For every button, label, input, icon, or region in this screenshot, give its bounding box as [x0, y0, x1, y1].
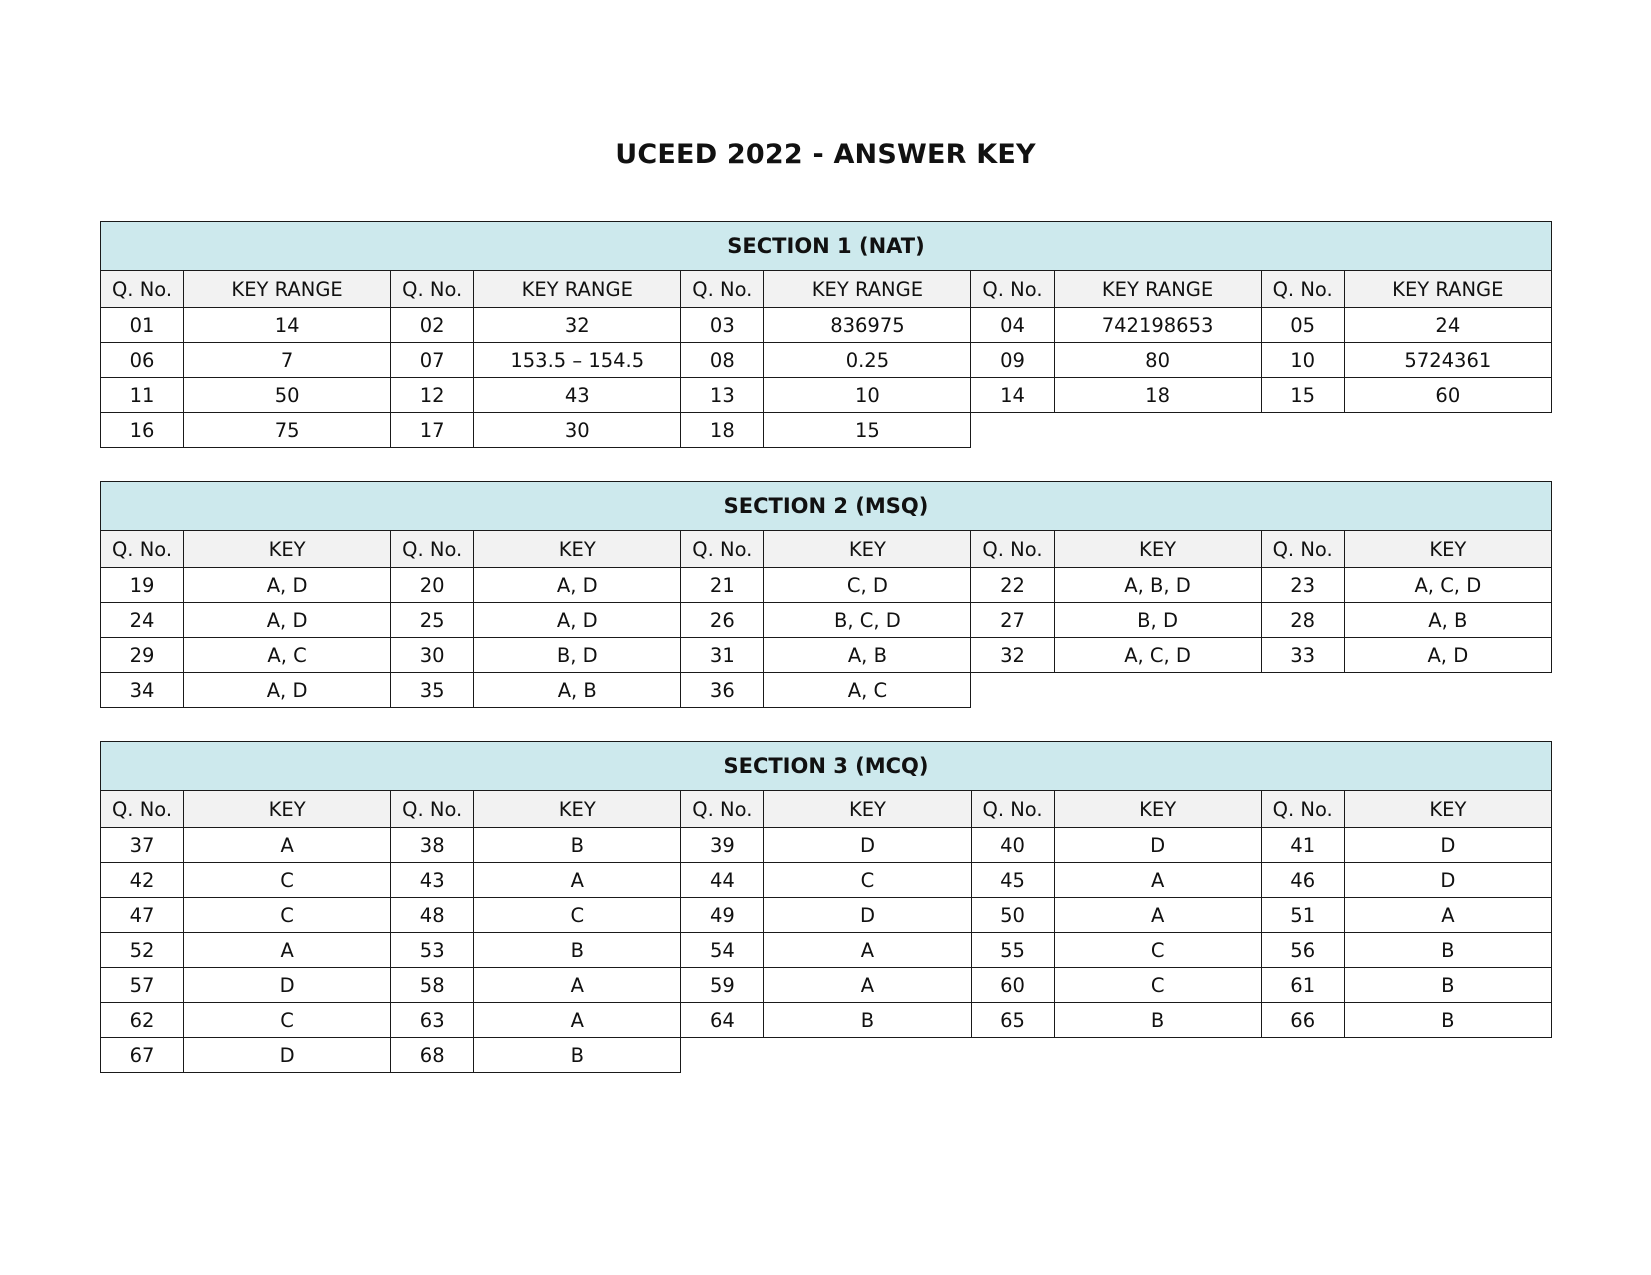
- answer-key-cell: A, B, D: [1054, 568, 1261, 603]
- answer-key-cell: D: [184, 968, 391, 1003]
- section-heading: SECTION 2 (MSQ): [101, 482, 1552, 531]
- question-number-cell: 54: [681, 933, 764, 968]
- question-number-cell: 06: [101, 343, 184, 378]
- question-number-cell: 62: [101, 1003, 184, 1038]
- table-row: [101, 863, 1552, 898]
- answer-key-cell: D: [1344, 863, 1551, 898]
- answer-key-cell: A: [474, 863, 681, 898]
- answer-key-cell: B: [1344, 933, 1551, 968]
- key-header: KEY RANGE: [1344, 271, 1551, 308]
- answer-key-cell: B: [474, 933, 681, 968]
- question-number-cell: 34: [101, 673, 184, 708]
- key-header: KEY: [474, 531, 681, 568]
- question-number-cell: 25: [391, 603, 474, 638]
- question-number-cell: 07: [391, 343, 474, 378]
- question-number-cell: 58: [391, 968, 474, 1003]
- question-number-cell: 50: [971, 898, 1054, 933]
- answer-key-cell: C: [184, 1003, 391, 1038]
- table-row: [101, 933, 1552, 968]
- answer-key-cell: A, B: [764, 638, 971, 673]
- question-number-cell: 64: [681, 1003, 764, 1038]
- q-no-header: Q. No.: [1261, 531, 1344, 568]
- answer-key-cell: D: [764, 898, 971, 933]
- answer-key-cell: 15: [764, 413, 971, 448]
- answer-key-cell: 60: [1344, 378, 1551, 413]
- question-number-cell: 16: [101, 413, 184, 448]
- page-title: UCEED 2022 - ANSWER KEY: [615, 139, 1036, 170]
- question-number-cell: 36: [681, 673, 764, 708]
- key-header: KEY: [184, 531, 391, 568]
- section-heading: SECTION 3 (MCQ): [101, 742, 1552, 791]
- table-row: [101, 1038, 1552, 1073]
- question-number-cell: 05: [1261, 308, 1344, 343]
- question-number-cell: 66: [1261, 1003, 1344, 1038]
- answer-key-cell: A, B: [1344, 603, 1551, 638]
- q-no-header: Q. No.: [1261, 791, 1344, 828]
- answer-key-cell: 0.25: [764, 343, 971, 378]
- question-number-cell: 68: [391, 1038, 474, 1073]
- table-row: [101, 378, 1552, 413]
- answer-key-cell: A: [1344, 898, 1551, 933]
- question-number-cell: 47: [101, 898, 184, 933]
- answer-key-cell: 80: [1054, 343, 1261, 378]
- question-number-cell: 49: [681, 898, 764, 933]
- section-2-msq: [100, 481, 1552, 708]
- question-number-cell: 17: [391, 413, 474, 448]
- question-number-cell: 10: [1261, 343, 1344, 378]
- question-number-cell: 08: [681, 343, 764, 378]
- question-number-cell: 11: [101, 378, 184, 413]
- question-number-cell: 52: [101, 933, 184, 968]
- empty-cell: [971, 413, 1552, 448]
- question-number-cell: 27: [971, 603, 1054, 638]
- question-number-cell: 24: [101, 603, 184, 638]
- question-number-cell: 44: [681, 863, 764, 898]
- q-no-header: Q. No.: [101, 791, 184, 828]
- question-number-cell: 21: [681, 568, 764, 603]
- q-no-header: Q. No.: [101, 531, 184, 568]
- answer-key-cell: 43: [474, 378, 681, 413]
- answer-key-cell: B, C, D: [764, 603, 971, 638]
- question-number-cell: 48: [391, 898, 474, 933]
- q-no-header: Q. No.: [391, 791, 474, 828]
- question-number-cell: 55: [971, 933, 1054, 968]
- question-number-cell: 28: [1261, 603, 1344, 638]
- question-number-cell: 56: [1261, 933, 1344, 968]
- question-number-cell: 39: [681, 828, 764, 863]
- key-header: KEY RANGE: [184, 271, 391, 308]
- answer-key-cell: 5724361: [1344, 343, 1551, 378]
- answer-key-cell: D: [1344, 828, 1551, 863]
- question-number-cell: 12: [391, 378, 474, 413]
- table-row: [101, 603, 1552, 638]
- answer-key-cell: D: [1054, 828, 1261, 863]
- key-header: KEY RANGE: [1054, 271, 1261, 308]
- answer-key-cell: A, C, D: [1344, 568, 1551, 603]
- question-number-cell: 43: [391, 863, 474, 898]
- column-header-row: [101, 271, 1552, 308]
- key-header: KEY: [474, 791, 681, 828]
- answer-key-cell: C: [184, 898, 391, 933]
- question-number-cell: 45: [971, 863, 1054, 898]
- table-row: [101, 638, 1552, 673]
- question-number-cell: 61: [1261, 968, 1344, 1003]
- question-number-cell: 57: [101, 968, 184, 1003]
- question-number-cell: 67: [101, 1038, 184, 1073]
- key-header: KEY: [1054, 791, 1261, 828]
- answer-key-cell: B: [764, 1003, 971, 1038]
- question-number-cell: 02: [391, 308, 474, 343]
- answer-key-cell: C: [1054, 933, 1261, 968]
- empty-cell: [681, 1038, 1552, 1073]
- answer-key-cell: B: [1344, 968, 1551, 1003]
- answer-key-cell: D: [764, 828, 971, 863]
- key-header: KEY: [764, 791, 971, 828]
- question-number-cell: 23: [1261, 568, 1344, 603]
- answer-key-cell: A, C, D: [1054, 638, 1261, 673]
- question-number-cell: 41: [1261, 828, 1344, 863]
- answer-key-cell: A, D: [184, 603, 391, 638]
- key-header: KEY RANGE: [474, 271, 681, 308]
- answer-key-table: [100, 221, 1552, 448]
- answer-key-cell: A, D: [184, 673, 391, 708]
- table-row: [101, 898, 1552, 933]
- question-number-cell: 35: [391, 673, 474, 708]
- question-number-cell: 40: [971, 828, 1054, 863]
- answer-key-table: [100, 741, 1552, 1073]
- question-number-cell: 09: [971, 343, 1054, 378]
- question-number-cell: 63: [391, 1003, 474, 1038]
- answer-key-cell: A: [764, 968, 971, 1003]
- empty-cell: [971, 673, 1552, 708]
- answer-key-cell: A, D: [184, 568, 391, 603]
- answer-key-cell: A, D: [474, 603, 681, 638]
- key-header: KEY: [1344, 791, 1551, 828]
- question-number-cell: 60: [971, 968, 1054, 1003]
- answer-key-cell: 7: [184, 343, 391, 378]
- question-number-cell: 32: [971, 638, 1054, 673]
- answer-key-cell: B: [1054, 1003, 1261, 1038]
- question-number-cell: 26: [681, 603, 764, 638]
- answer-key-table: [100, 481, 1552, 708]
- answer-key-cell: D: [184, 1038, 391, 1073]
- question-number-cell: 51: [1261, 898, 1344, 933]
- answer-key-cell: A, D: [1344, 638, 1551, 673]
- answer-key-cell: A, C: [184, 638, 391, 673]
- table-row: [101, 568, 1552, 603]
- question-number-cell: 46: [1261, 863, 1344, 898]
- question-number-cell: 04: [971, 308, 1054, 343]
- answer-key-cell: 153.5 – 154.5: [474, 343, 681, 378]
- column-header-row: [101, 531, 1552, 568]
- q-no-header: Q. No.: [681, 531, 764, 568]
- column-header-row: [101, 791, 1552, 828]
- table-row: [101, 673, 1552, 708]
- answer-key-cell: 50: [184, 378, 391, 413]
- question-number-cell: 33: [1261, 638, 1344, 673]
- question-number-cell: 29: [101, 638, 184, 673]
- question-number-cell: 15: [1261, 378, 1344, 413]
- q-no-header: Q. No.: [681, 271, 764, 308]
- table-row: [101, 828, 1552, 863]
- answer-key-cell: B, D: [474, 638, 681, 673]
- key-header: KEY RANGE: [764, 271, 971, 308]
- section-3-mcq: [100, 741, 1552, 1073]
- answer-key-cell: A: [1054, 863, 1261, 898]
- answer-key-cell: A, B: [474, 673, 681, 708]
- question-number-cell: 65: [971, 1003, 1054, 1038]
- answer-key-cell: B: [1344, 1003, 1551, 1038]
- answer-key-cell: 14: [184, 308, 391, 343]
- question-number-cell: 14: [971, 378, 1054, 413]
- answer-key-cell: A, C: [764, 673, 971, 708]
- key-header: KEY: [1344, 531, 1551, 568]
- key-header: KEY: [764, 531, 971, 568]
- question-number-cell: 53: [391, 933, 474, 968]
- table-row: [101, 1003, 1552, 1038]
- answer-key-cell: B, D: [1054, 603, 1261, 638]
- answer-key-cell: 10: [764, 378, 971, 413]
- answer-key-cell: A: [1054, 898, 1261, 933]
- q-no-header: Q. No.: [1261, 271, 1344, 308]
- question-number-cell: 42: [101, 863, 184, 898]
- answer-key-cell: 75: [184, 413, 391, 448]
- answer-key-cell: A: [474, 968, 681, 1003]
- answer-key-cell: A: [184, 828, 391, 863]
- q-no-header: Q. No.: [681, 791, 764, 828]
- question-number-cell: 01: [101, 308, 184, 343]
- question-number-cell: 22: [971, 568, 1054, 603]
- answer-key-cell: B: [474, 1038, 681, 1073]
- section-heading: SECTION 1 (NAT): [101, 222, 1552, 271]
- question-number-cell: 37: [101, 828, 184, 863]
- q-no-header: Q. No.: [971, 791, 1054, 828]
- answer-key-cell: C: [184, 863, 391, 898]
- question-number-cell: 20: [391, 568, 474, 603]
- question-number-cell: 38: [391, 828, 474, 863]
- q-no-header: Q. No.: [971, 531, 1054, 568]
- answer-key-cell: A: [474, 1003, 681, 1038]
- answer-key-cell: A: [184, 933, 391, 968]
- answer-key-cell: 30: [474, 413, 681, 448]
- answer-key-cell: A, D: [474, 568, 681, 603]
- answer-key-cell: C: [1054, 968, 1261, 1003]
- answer-key-cell: C: [764, 863, 971, 898]
- table-row: [101, 413, 1552, 448]
- key-header: KEY: [1054, 531, 1261, 568]
- question-number-cell: 30: [391, 638, 474, 673]
- q-no-header: Q. No.: [101, 271, 184, 308]
- answer-key-cell: 18: [1054, 378, 1261, 413]
- answer-key-cell: A: [764, 933, 971, 968]
- question-number-cell: 03: [681, 308, 764, 343]
- question-number-cell: 18: [681, 413, 764, 448]
- key-header: KEY: [184, 791, 391, 828]
- answer-key-cell: 742198653: [1054, 308, 1261, 343]
- section-1-nat: [100, 221, 1552, 448]
- question-number-cell: 13: [681, 378, 764, 413]
- answer-key-cell: C: [474, 898, 681, 933]
- table-row: [101, 308, 1552, 343]
- question-number-cell: 19: [101, 568, 184, 603]
- question-number-cell: 31: [681, 638, 764, 673]
- q-no-header: Q. No.: [971, 271, 1054, 308]
- q-no-header: Q. No.: [391, 271, 474, 308]
- answer-key-cell: 24: [1344, 308, 1551, 343]
- answer-key-cell: 32: [474, 308, 681, 343]
- question-number-cell: 59: [681, 968, 764, 1003]
- answer-key-cell: B: [474, 828, 681, 863]
- table-row: [101, 968, 1552, 1003]
- table-row: [101, 343, 1552, 378]
- answer-key-cell: C, D: [764, 568, 971, 603]
- answer-key-cell: 836975: [764, 308, 971, 343]
- q-no-header: Q. No.: [391, 531, 474, 568]
